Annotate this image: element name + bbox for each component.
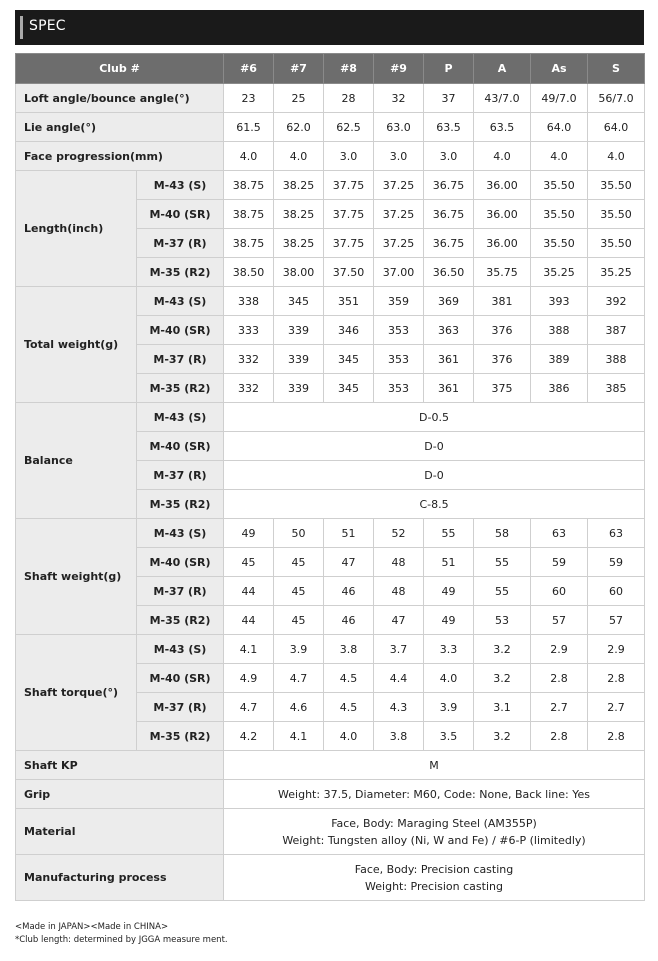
length-label: Length(inch) [16,171,137,287]
total_weight-label: Total weight(g) [16,287,137,403]
length-value: 35.50 [588,200,645,229]
shaft_torque-shaft-label: M-40 (SR) [137,664,224,693]
total_weight-value: 345 [324,345,374,374]
lie-value: 63.0 [374,113,424,142]
manufacturing-process-line-1: Face, Body: Precision casting [354,862,514,876]
length-value: 37.25 [374,171,424,200]
shaft_torque-shaft-label: M-37 (R) [137,693,224,722]
material-label: Material [16,809,224,855]
shaft_weight-value: 58 [474,519,531,548]
total_weight-value: 353 [374,316,424,345]
header-club-3: #8 [324,54,374,84]
balance-shaft-label: M-40 (SR) [137,432,224,461]
shaft-kp-value: M [224,751,645,780]
total_weight-value: 388 [588,345,645,374]
table-row [16,84,645,113]
balance-value: D-0.5 [224,403,645,432]
total_weight-value: 376 [474,345,531,374]
total_weight-value: 332 [224,374,274,403]
total_weight-value: 393 [531,287,588,316]
total_weight-value: 389 [531,345,588,374]
length-value: 35.25 [588,258,645,287]
shaft_torque-value: 2.7 [588,693,645,722]
material-line-2: Weight: Tungsten alloy (Ni, W and Fe) / #6-P (limitedly) [282,833,586,847]
length-value: 38.75 [224,171,274,200]
spec-table [15,53,645,901]
length-value: 37.75 [324,200,374,229]
length-value: 35.50 [588,229,645,258]
total_weight-value: 375 [474,374,531,403]
length-value: 35.50 [588,171,645,200]
length-value: 38.00 [274,258,324,287]
shaft_torque-value: 3.2 [474,635,531,664]
table-row [16,780,645,809]
loft-value: 43/7.0 [474,84,531,113]
shaft_torque-value: 2.9 [588,635,645,664]
balance-value: C-8.5 [224,490,645,519]
total_weight-value: 353 [374,374,424,403]
length-shaft-label: M-40 (SR) [137,200,224,229]
face-value: 4.0 [224,142,274,171]
shaft_weight-value: 49 [424,606,474,635]
shaft-kp-label: Shaft KP [16,751,224,780]
loft-value: 28 [324,84,374,113]
shaft_torque-value: 4.4 [374,664,424,693]
table-row [16,403,645,432]
material-value [224,809,645,855]
shaft_torque-value: 4.0 [324,722,374,751]
total_weight-value: 353 [374,345,424,374]
total_weight-value: 386 [531,374,588,403]
shaft_torque-value: 4.9 [224,664,274,693]
loft-value: 37 [424,84,474,113]
shaft_weight-value: 44 [224,606,274,635]
shaft_torque-value: 3.9 [274,635,324,664]
shaft_weight-value: 57 [531,606,588,635]
header-club-2: #7 [274,54,324,84]
length-value: 36.75 [424,229,474,258]
face-value: 4.0 [588,142,645,171]
lie-value: 63.5 [474,113,531,142]
face-value: 3.0 [324,142,374,171]
shaft_torque-value: 4.2 [224,722,274,751]
length-value: 38.75 [224,200,274,229]
length-value: 35.75 [474,258,531,287]
loft-value: 25 [274,84,324,113]
shaft_weight-value: 53 [474,606,531,635]
total_weight-value: 363 [424,316,474,345]
face-label: Face progression(mm) [16,142,224,171]
face-value: 3.0 [374,142,424,171]
shaft_weight-value: 50 [274,519,324,548]
header-club-1: #6 [224,54,274,84]
shaft_weight-value: 48 [374,548,424,577]
face-value: 4.0 [531,142,588,171]
shaft_torque-value: 3.7 [374,635,424,664]
loft-value: 23 [224,84,274,113]
loft-value: 56/7.0 [588,84,645,113]
shaft_weight-value: 45 [274,577,324,606]
shaft_weight-value: 55 [424,519,474,548]
shaft_weight-value: 49 [224,519,274,548]
length-value: 35.50 [531,229,588,258]
table-row [16,54,645,84]
lie-value: 64.0 [531,113,588,142]
shaft_torque-shaft-label: M-43 (S) [137,635,224,664]
total_weight-value: 351 [324,287,374,316]
manufacturing-process-line-2: Weight: Precision casting [365,879,503,893]
length-value: 36.75 [424,171,474,200]
face-value: 3.0 [424,142,474,171]
shaft_weight-value: 60 [531,577,588,606]
lie-value: 64.0 [588,113,645,142]
balance-shaft-label: M-37 (R) [137,461,224,490]
length-value: 36.75 [424,200,474,229]
total_weight-value: 376 [474,316,531,345]
balance-value: D-0 [224,432,645,461]
header-club-8: S [588,54,645,84]
total_weight-shaft-label: M-37 (R) [137,345,224,374]
length-value: 38.75 [224,229,274,258]
total_weight-value: 369 [424,287,474,316]
table-row [16,635,645,664]
total_weight-value: 346 [324,316,374,345]
length-shaft-label: M-43 (S) [137,171,224,200]
total_weight-value: 339 [274,345,324,374]
shaft_weight-shaft-label: M-40 (SR) [137,548,224,577]
shaft_weight-value: 49 [424,577,474,606]
length-value: 38.25 [274,229,324,258]
shaft_weight-shaft-label: M-37 (R) [137,577,224,606]
shaft_weight-value: 52 [374,519,424,548]
material-line-1: Face, Body: Maraging Steel (AM355P) [331,816,537,830]
shaft_torque-value: 2.7 [531,693,588,722]
length-shaft-label: M-35 (R2) [137,258,224,287]
shaft_weight-value: 60 [588,577,645,606]
table-row [16,751,645,780]
shaft_torque-value: 3.8 [374,722,424,751]
header-club-number: Club # [16,54,224,84]
total_weight-shaft-label: M-40 (SR) [137,316,224,345]
shaft_weight-value: 45 [274,606,324,635]
shaft_torque-value: 4.1 [224,635,274,664]
lie-value: 61.5 [224,113,274,142]
shaft_weight-shaft-label: M-43 (S) [137,519,224,548]
length-value: 38.25 [274,171,324,200]
shaft_weight-value: 46 [324,577,374,606]
shaft_torque-value: 4.3 [374,693,424,722]
shaft_torque-value: 3.8 [324,635,374,664]
header-club-5: P [424,54,474,84]
length-value: 38.50 [224,258,274,287]
shaft_torque-value: 3.3 [424,635,474,664]
lie-value: 63.5 [424,113,474,142]
length-value: 37.00 [374,258,424,287]
length-value: 37.25 [374,200,424,229]
length-value: 38.25 [274,200,324,229]
shaft_torque-value: 4.7 [224,693,274,722]
length-value: 35.50 [531,171,588,200]
spec-title-bar [15,10,644,45]
shaft_torque-value: 4.5 [324,693,374,722]
shaft_weight-value: 47 [374,606,424,635]
length-note: *Club length: determined by JGGA measure ment. [15,935,228,945]
face-value: 4.0 [274,142,324,171]
grip-label: Grip [16,780,224,809]
length-value: 36.00 [474,171,531,200]
total_weight-shaft-label: M-35 (R2) [137,374,224,403]
table-row [16,855,645,901]
total_weight-value: 332 [224,345,274,374]
length-value: 36.50 [424,258,474,287]
total_weight-shaft-label: M-43 (S) [137,287,224,316]
length-value: 37.25 [374,229,424,258]
balance-shaft-label: M-35 (R2) [137,490,224,519]
total_weight-value: 385 [588,374,645,403]
manufacturing-process-label: Manufacturing process [16,855,224,901]
total_weight-value: 359 [374,287,424,316]
shaft_weight-value: 45 [274,548,324,577]
shaft_weight-value: 46 [324,606,374,635]
shaft_weight-value: 55 [474,548,531,577]
shaft_weight-value: 55 [474,577,531,606]
shaft_weight-value: 59 [531,548,588,577]
loft-label: Loft angle/bounce angle(°) [16,84,224,113]
shaft_torque-value: 3.2 [474,722,531,751]
shaft_torque-value: 2.8 [588,722,645,751]
balance-label: Balance [16,403,137,519]
lie-value: 62.0 [274,113,324,142]
shaft_weight-shaft-label: M-35 (R2) [137,606,224,635]
table-row [16,809,645,855]
balance-value: D-0 [224,461,645,490]
length-value: 35.50 [531,200,588,229]
total_weight-value: 388 [531,316,588,345]
shaft_torque-value: 3.1 [474,693,531,722]
length-value: 36.00 [474,229,531,258]
length-shaft-label: M-37 (R) [137,229,224,258]
shaft_weight-value: 44 [224,577,274,606]
shaft_weight-value: 63 [588,519,645,548]
total_weight-value: 361 [424,374,474,403]
header-club-6: A [474,54,531,84]
total_weight-value: 338 [224,287,274,316]
length-value: 37.75 [324,229,374,258]
shaft_weight-value: 45 [224,548,274,577]
shaft_weight-value: 51 [424,548,474,577]
length-value: 35.25 [531,258,588,287]
page-title: SPEC [29,18,66,34]
length-value: 37.75 [324,171,374,200]
total_weight-value: 339 [274,374,324,403]
shaft_weight-value: 51 [324,519,374,548]
shaft_torque-shaft-label: M-35 (R2) [137,722,224,751]
face-value: 4.0 [474,142,531,171]
total_weight-value: 381 [474,287,531,316]
shaft_torque-value: 2.8 [531,664,588,693]
table-row [16,519,645,548]
table-row [16,287,645,316]
origin-note: <Made in JAPAN><Made in CHINA> [15,922,169,932]
header-club-4: #9 [374,54,424,84]
title-accent-bar [20,16,23,39]
loft-value: 49/7.0 [531,84,588,113]
shaft_torque-value: 4.6 [274,693,324,722]
total_weight-value: 333 [224,316,274,345]
shaft_torque-label: Shaft torque(°) [16,635,137,751]
shaft_torque-value: 4.1 [274,722,324,751]
shaft_torque-value: 2.9 [531,635,588,664]
balance-shaft-label: M-43 (S) [137,403,224,432]
shaft_torque-value: 2.8 [588,664,645,693]
shaft_torque-value: 4.7 [274,664,324,693]
shaft_weight-value: 57 [588,606,645,635]
shaft_torque-value: 4.5 [324,664,374,693]
total_weight-value: 387 [588,316,645,345]
total_weight-value: 345 [324,374,374,403]
shaft_weight-value: 48 [374,577,424,606]
table-row [16,142,645,171]
total_weight-value: 361 [424,345,474,374]
shaft_weight-value: 47 [324,548,374,577]
grip-value: Weight: 37.5, Diameter: M60, Code: None, Back line: Yes [224,780,645,809]
length-value: 37.50 [324,258,374,287]
length-value: 36.00 [474,200,531,229]
total_weight-value: 339 [274,316,324,345]
shaft_weight-label: Shaft weight(g) [16,519,137,635]
shaft_weight-value: 59 [588,548,645,577]
shaft_torque-value: 2.8 [531,722,588,751]
table-row [16,113,645,142]
footnotes [15,921,228,947]
shaft_torque-value: 4.0 [424,664,474,693]
shaft_torque-value: 3.9 [424,693,474,722]
shaft_torque-value: 3.5 [424,722,474,751]
total_weight-value: 345 [274,287,324,316]
manufacturing-process-value [224,855,645,901]
lie-value: 62.5 [324,113,374,142]
header-club-7: As [531,54,588,84]
shaft_torque-value: 3.2 [474,664,531,693]
table-row [16,171,645,200]
lie-label: Lie angle(°) [16,113,224,142]
shaft_weight-value: 63 [531,519,588,548]
total_weight-value: 392 [588,287,645,316]
loft-value: 32 [374,84,424,113]
